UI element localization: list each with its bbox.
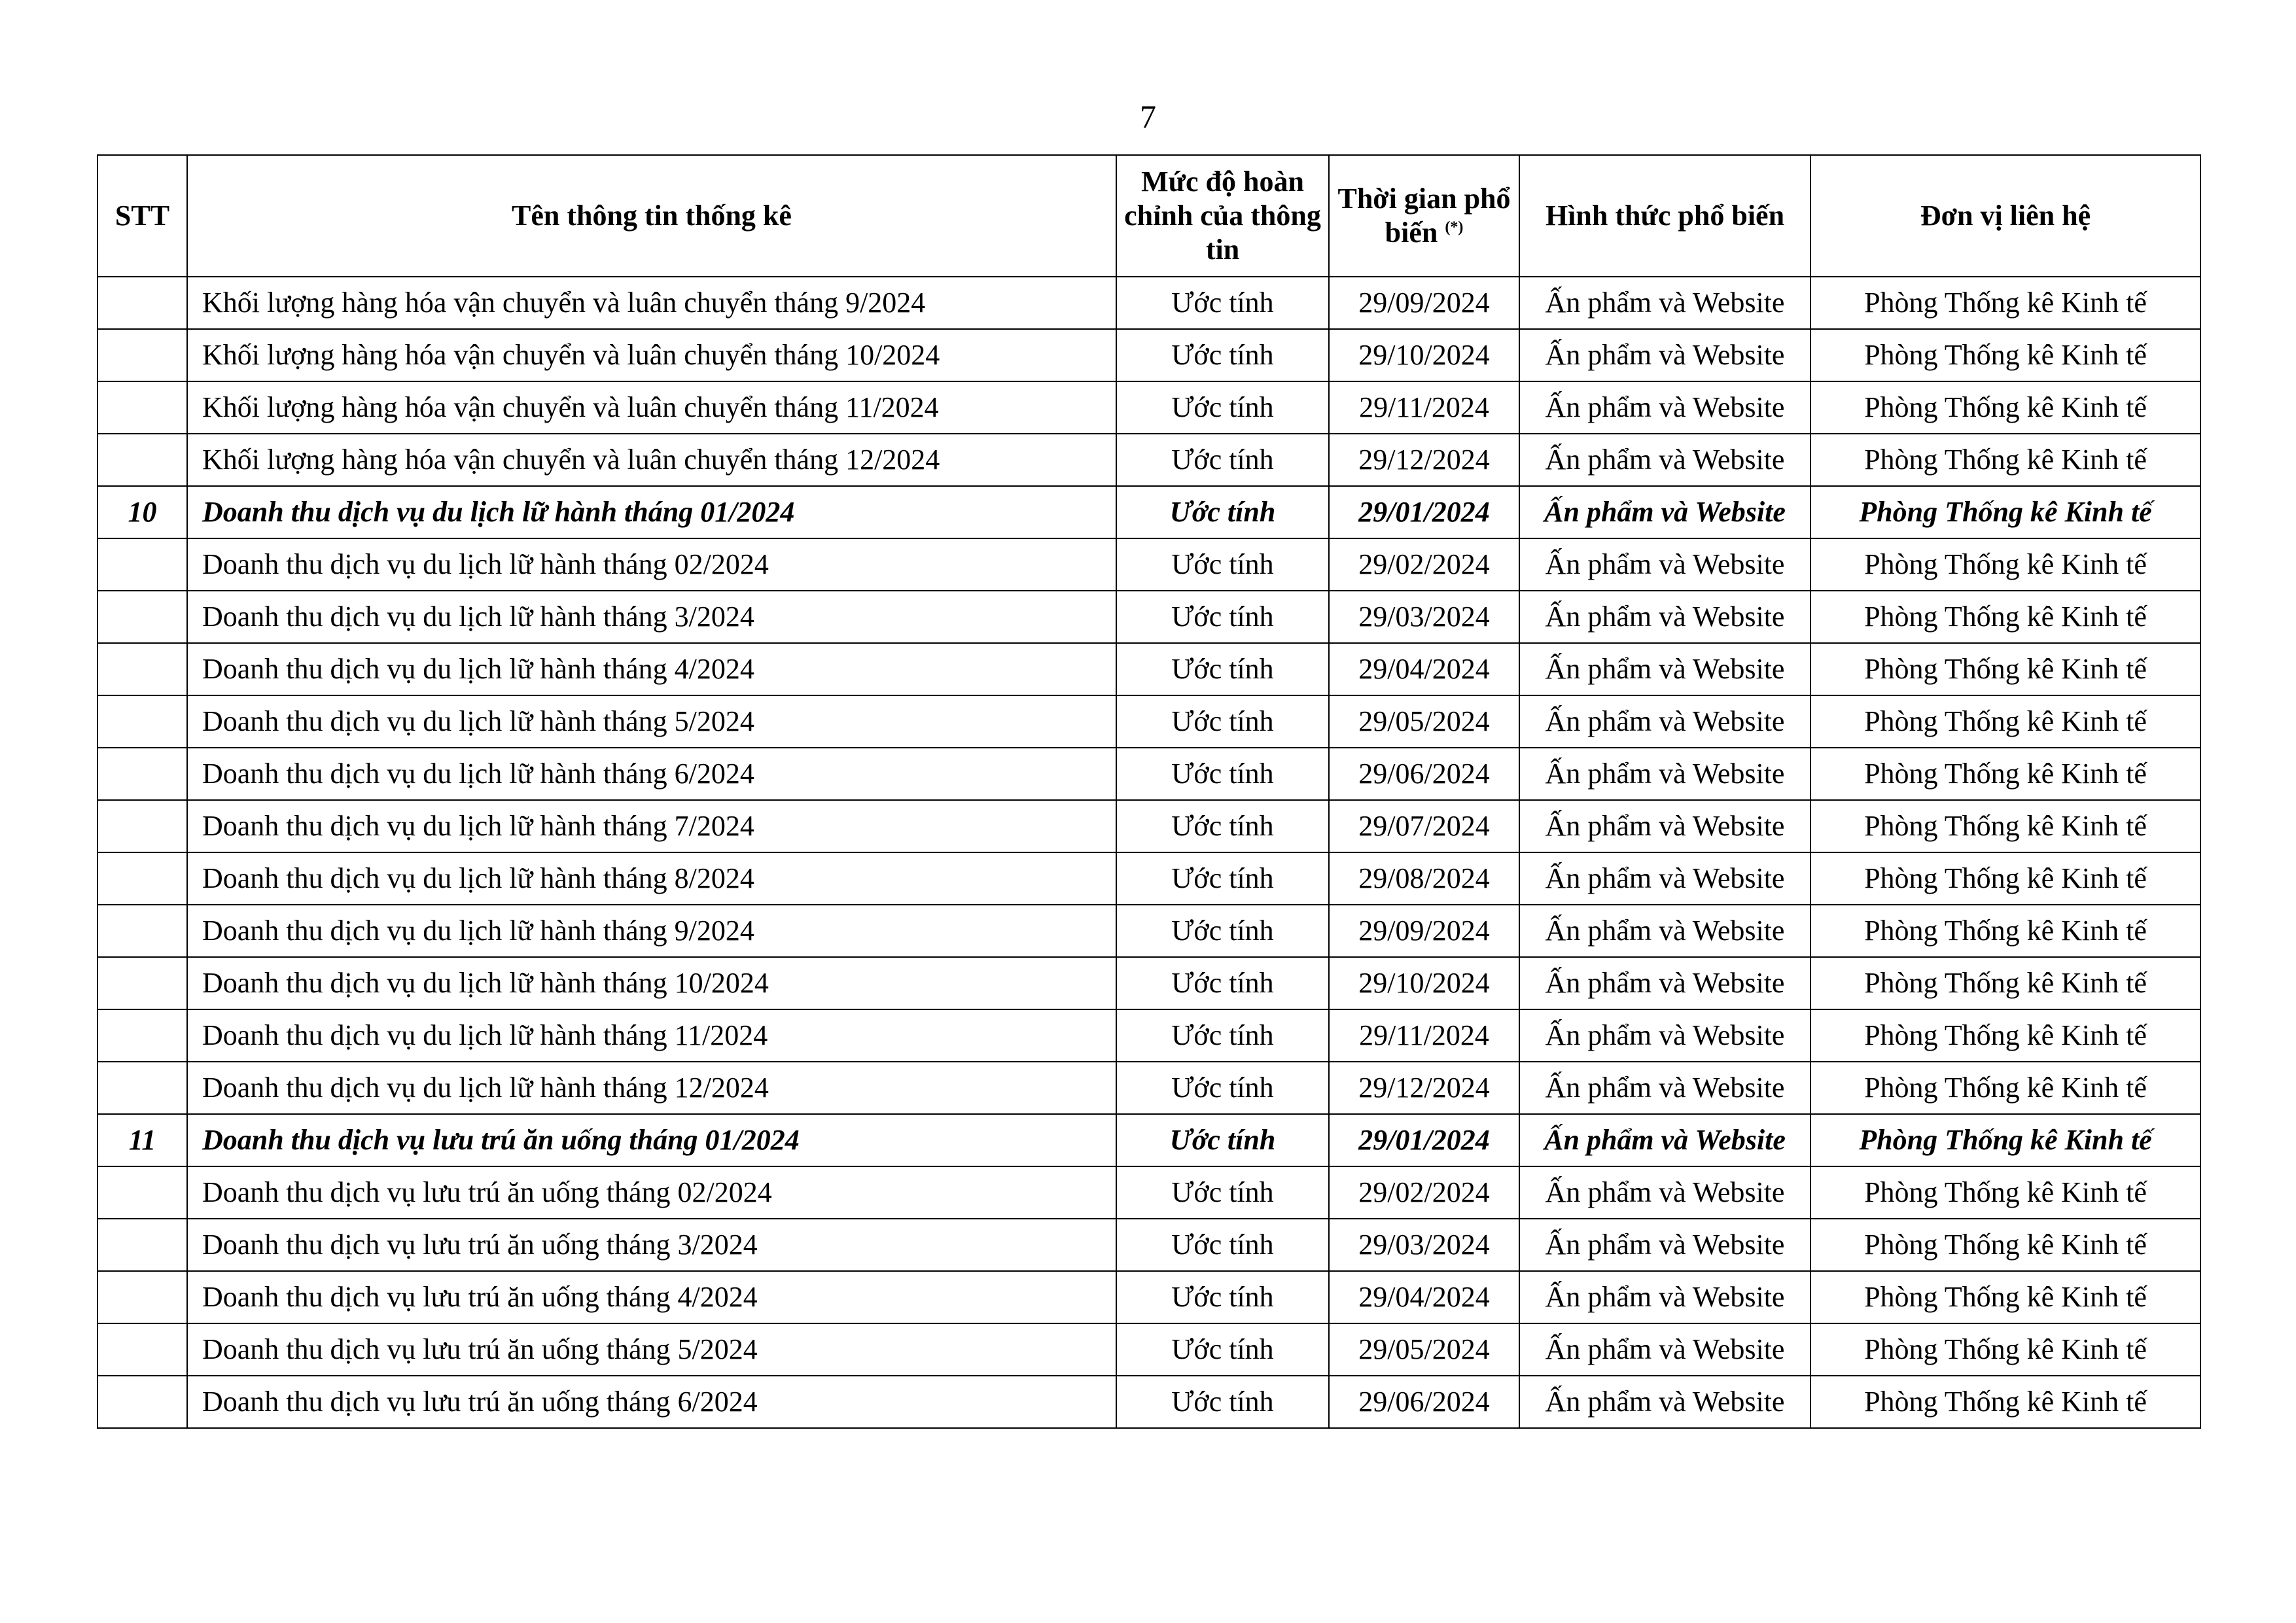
cell-stt bbox=[97, 905, 187, 957]
cell-form: Ấn phẩm và Website bbox=[1519, 591, 1810, 643]
cell-stt bbox=[97, 591, 187, 643]
cell-name: Doanh thu dịch vụ lưu trú ăn uống tháng 6/2024 bbox=[187, 1376, 1116, 1428]
cell-unit: Phòng Thống kê Kinh tế bbox=[1810, 1166, 2200, 1219]
cell-form: Ấn phẩm và Website bbox=[1519, 277, 1810, 329]
cell-stt bbox=[97, 1062, 187, 1114]
cell-time: 29/06/2024 bbox=[1329, 1376, 1519, 1428]
cell-time: 29/04/2024 bbox=[1329, 643, 1519, 695]
cell-unit: Phòng Thống kê Kinh tế bbox=[1810, 643, 2200, 695]
cell-stt bbox=[97, 748, 187, 800]
cell-form: Ấn phẩm và Website bbox=[1519, 957, 1810, 1009]
cell-form: Ấn phẩm và Website bbox=[1519, 748, 1810, 800]
cell-stt: 11 bbox=[97, 1114, 187, 1166]
cell-name: Doanh thu dịch vụ du lịch lữ hành tháng 11/2024 bbox=[187, 1009, 1116, 1062]
cell-time: 29/01/2024 bbox=[1329, 1114, 1519, 1166]
cell-unit: Phòng Thống kê Kinh tế bbox=[1810, 1009, 2200, 1062]
table-row bbox=[97, 1271, 2200, 1323]
cell-unit: Phòng Thống kê Kinh tế bbox=[1810, 538, 2200, 591]
cell-form: Ấn phẩm và Website bbox=[1519, 538, 1810, 591]
cell-form: Ấn phẩm và Website bbox=[1519, 1271, 1810, 1323]
cell-completeness: Ước tính bbox=[1116, 1323, 1329, 1376]
cell-time: 29/10/2024 bbox=[1329, 329, 1519, 381]
cell-stt bbox=[97, 695, 187, 748]
cell-time: 29/12/2024 bbox=[1329, 434, 1519, 486]
table-group-row bbox=[97, 1114, 2200, 1166]
table-row bbox=[97, 1376, 2200, 1428]
cell-unit: Phòng Thống kê Kinh tế bbox=[1810, 1323, 2200, 1376]
table-row bbox=[97, 800, 2200, 852]
cell-form: Ấn phẩm và Website bbox=[1519, 1062, 1810, 1114]
cell-form: Ấn phẩm và Website bbox=[1519, 381, 1810, 434]
header-time-note: (*) bbox=[1445, 218, 1464, 236]
header-stt: STT bbox=[97, 155, 187, 277]
cell-unit: Phòng Thống kê Kinh tế bbox=[1810, 1219, 2200, 1271]
table-row bbox=[97, 538, 2200, 591]
cell-completeness: Ước tính bbox=[1116, 277, 1329, 329]
cell-stt bbox=[97, 852, 187, 905]
cell-stt bbox=[97, 538, 187, 591]
cell-name: Khối lượng hàng hóa vận chuyển và luân chuyển tháng 11/2024 bbox=[187, 381, 1116, 434]
table-row bbox=[97, 1323, 2200, 1376]
cell-time: 29/05/2024 bbox=[1329, 695, 1519, 748]
cell-unit: Phòng Thống kê Kinh tế bbox=[1810, 1376, 2200, 1428]
cell-completeness: Ước tính bbox=[1116, 800, 1329, 852]
cell-completeness: Ước tính bbox=[1116, 695, 1329, 748]
cell-completeness: Ước tính bbox=[1116, 434, 1329, 486]
cell-completeness: Ước tính bbox=[1116, 1271, 1329, 1323]
table-body bbox=[97, 277, 2200, 1428]
cell-time: 29/08/2024 bbox=[1329, 852, 1519, 905]
table-row bbox=[97, 1009, 2200, 1062]
cell-unit: Phòng Thống kê Kinh tế bbox=[1810, 957, 2200, 1009]
cell-completeness: Ước tính bbox=[1116, 591, 1329, 643]
header-unit: Đơn vị liên hệ bbox=[1810, 155, 2200, 277]
cell-stt bbox=[97, 434, 187, 486]
cell-stt bbox=[97, 1323, 187, 1376]
table-row bbox=[97, 695, 2200, 748]
cell-stt bbox=[97, 643, 187, 695]
cell-name: Doanh thu dịch vụ lưu trú ăn uống tháng 3/2024 bbox=[187, 1219, 1116, 1271]
table-group-row bbox=[97, 486, 2200, 538]
cell-completeness: Ước tính bbox=[1116, 957, 1329, 1009]
cell-time: 29/03/2024 bbox=[1329, 591, 1519, 643]
cell-form: Ấn phẩm và Website bbox=[1519, 329, 1810, 381]
cell-unit: Phòng Thống kê Kinh tế bbox=[1810, 1114, 2200, 1166]
page-number: 7 bbox=[1140, 98, 1156, 135]
cell-form: Ấn phẩm và Website bbox=[1519, 695, 1810, 748]
cell-name: Doanh thu dịch vụ du lịch lữ hành tháng 6/2024 bbox=[187, 748, 1116, 800]
cell-name: Khối lượng hàng hóa vận chuyển và luân chuyển tháng 12/2024 bbox=[187, 434, 1116, 486]
table-row bbox=[97, 643, 2200, 695]
cell-unit: Phòng Thống kê Kinh tế bbox=[1810, 381, 2200, 434]
cell-stt bbox=[97, 1376, 187, 1428]
cell-stt bbox=[97, 329, 187, 381]
table-row bbox=[97, 381, 2200, 434]
cell-form: Ấn phẩm và Website bbox=[1519, 486, 1810, 538]
cell-completeness: Ước tính bbox=[1116, 1376, 1329, 1428]
cell-completeness: Ước tính bbox=[1116, 905, 1329, 957]
cell-completeness: Ước tính bbox=[1116, 1114, 1329, 1166]
cell-unit: Phòng Thống kê Kinh tế bbox=[1810, 1062, 2200, 1114]
cell-name: Doanh thu dịch vụ du lịch lữ hành tháng 8/2024 bbox=[187, 852, 1116, 905]
cell-name: Doanh thu dịch vụ lưu trú ăn uống tháng 4/2024 bbox=[187, 1271, 1116, 1323]
cell-unit: Phòng Thống kê Kinh tế bbox=[1810, 852, 2200, 905]
table-row bbox=[97, 748, 2200, 800]
cell-stt bbox=[97, 277, 187, 329]
cell-time: 29/09/2024 bbox=[1329, 905, 1519, 957]
header-completeness: Mức độ hoàn chỉnh của thông tin bbox=[1116, 155, 1329, 277]
cell-completeness: Ước tính bbox=[1116, 1009, 1329, 1062]
table-row bbox=[97, 957, 2200, 1009]
cell-time: 29/06/2024 bbox=[1329, 748, 1519, 800]
table-row bbox=[97, 1166, 2200, 1219]
cell-name: Khối lượng hàng hóa vận chuyển và luân chuyển tháng 9/2024 bbox=[187, 277, 1116, 329]
cell-time: 29/12/2024 bbox=[1329, 1062, 1519, 1114]
cell-stt bbox=[97, 1219, 187, 1271]
cell-name: Doanh thu dịch vụ du lịch lữ hành tháng 02/2024 bbox=[187, 538, 1116, 591]
cell-completeness: Ước tính bbox=[1116, 538, 1329, 591]
cell-name: Doanh thu dịch vụ lưu trú ăn uống tháng 01/2024 bbox=[187, 1114, 1116, 1166]
cell-unit: Phòng Thống kê Kinh tế bbox=[1810, 591, 2200, 643]
cell-name: Doanh thu dịch vụ lưu trú ăn uống tháng 02/2024 bbox=[187, 1166, 1116, 1219]
cell-completeness: Ước tính bbox=[1116, 852, 1329, 905]
cell-time: 29/09/2024 bbox=[1329, 277, 1519, 329]
cell-completeness: Ước tính bbox=[1116, 486, 1329, 538]
cell-unit: Phòng Thống kê Kinh tế bbox=[1810, 434, 2200, 486]
cell-form: Ấn phẩm và Website bbox=[1519, 905, 1810, 957]
cell-form: Ấn phẩm và Website bbox=[1519, 852, 1810, 905]
cell-stt: 10 bbox=[97, 486, 187, 538]
header-name: Tên thông tin thống kê bbox=[187, 155, 1116, 277]
cell-unit: Phòng Thống kê Kinh tế bbox=[1810, 486, 2200, 538]
table-row bbox=[97, 329, 2200, 381]
cell-form: Ấn phẩm và Website bbox=[1519, 643, 1810, 695]
table-row bbox=[97, 434, 2200, 486]
cell-time: 29/05/2024 bbox=[1329, 1323, 1519, 1376]
cell-name: Doanh thu dịch vụ du lịch lữ hành tháng 4/2024 bbox=[187, 643, 1116, 695]
cell-form: Ấn phẩm và Website bbox=[1519, 434, 1810, 486]
header-time-label: Thời gian phổ biến bbox=[1337, 183, 1511, 249]
header-form: Hình thức phổ biến bbox=[1519, 155, 1810, 277]
table-row bbox=[97, 905, 2200, 957]
cell-unit: Phòng Thống kê Kinh tế bbox=[1810, 277, 2200, 329]
cell-time: 29/07/2024 bbox=[1329, 800, 1519, 852]
cell-time: 29/02/2024 bbox=[1329, 538, 1519, 591]
cell-stt bbox=[97, 1009, 187, 1062]
cell-stt bbox=[97, 1271, 187, 1323]
cell-form: Ấn phẩm và Website bbox=[1519, 1219, 1810, 1271]
cell-completeness: Ước tính bbox=[1116, 748, 1329, 800]
cell-stt bbox=[97, 381, 187, 434]
table-header bbox=[97, 155, 2200, 277]
cell-completeness: Ước tính bbox=[1116, 381, 1329, 434]
cell-time: 29/01/2024 bbox=[1329, 486, 1519, 538]
cell-time: 29/11/2024 bbox=[1329, 381, 1519, 434]
cell-form: Ấn phẩm và Website bbox=[1519, 800, 1810, 852]
cell-form: Ấn phẩm và Website bbox=[1519, 1114, 1810, 1166]
cell-name: Doanh thu dịch vụ du lịch lữ hành tháng 9/2024 bbox=[187, 905, 1116, 957]
table-row bbox=[97, 1219, 2200, 1271]
table-row bbox=[97, 1062, 2200, 1114]
cell-name: Doanh thu dịch vụ du lịch lữ hành tháng 10/2024 bbox=[187, 957, 1116, 1009]
cell-name: Doanh thu dịch vụ lưu trú ăn uống tháng 5/2024 bbox=[187, 1323, 1116, 1376]
statistics-table bbox=[97, 154, 2201, 1429]
cell-unit: Phòng Thống kê Kinh tế bbox=[1810, 695, 2200, 748]
header-time bbox=[1329, 155, 1519, 277]
cell-name: Doanh thu dịch vụ du lịch lữ hành tháng 12/2024 bbox=[187, 1062, 1116, 1114]
cell-stt bbox=[97, 800, 187, 852]
cell-time: 29/04/2024 bbox=[1329, 1271, 1519, 1323]
table-row bbox=[97, 852, 2200, 905]
cell-unit: Phòng Thống kê Kinh tế bbox=[1810, 800, 2200, 852]
cell-form: Ấn phẩm và Website bbox=[1519, 1323, 1810, 1376]
cell-unit: Phòng Thống kê Kinh tế bbox=[1810, 905, 2200, 957]
cell-completeness: Ước tính bbox=[1116, 643, 1329, 695]
cell-stt bbox=[97, 957, 187, 1009]
cell-name: Doanh thu dịch vụ du lịch lữ hành tháng 5/2024 bbox=[187, 695, 1116, 748]
cell-completeness: Ước tính bbox=[1116, 1219, 1329, 1271]
cell-name: Doanh thu dịch vụ du lịch lữ hành tháng 01/2024 bbox=[187, 486, 1116, 538]
cell-time: 29/03/2024 bbox=[1329, 1219, 1519, 1271]
cell-unit: Phòng Thống kê Kinh tế bbox=[1810, 329, 2200, 381]
cell-unit: Phòng Thống kê Kinh tế bbox=[1810, 748, 2200, 800]
cell-form: Ấn phẩm và Website bbox=[1519, 1166, 1810, 1219]
table-row bbox=[97, 591, 2200, 643]
cell-completeness: Ước tính bbox=[1116, 1166, 1329, 1219]
cell-completeness: Ước tính bbox=[1116, 1062, 1329, 1114]
cell-name: Khối lượng hàng hóa vận chuyển và luân chuyển tháng 10/2024 bbox=[187, 329, 1116, 381]
cell-time: 29/02/2024 bbox=[1329, 1166, 1519, 1219]
cell-time: 29/10/2024 bbox=[1329, 957, 1519, 1009]
cell-name: Doanh thu dịch vụ du lịch lữ hành tháng 7/2024 bbox=[187, 800, 1116, 852]
cell-time: 29/11/2024 bbox=[1329, 1009, 1519, 1062]
cell-completeness: Ước tính bbox=[1116, 329, 1329, 381]
cell-form: Ấn phẩm và Website bbox=[1519, 1376, 1810, 1428]
cell-unit: Phòng Thống kê Kinh tế bbox=[1810, 1271, 2200, 1323]
cell-form: Ấn phẩm và Website bbox=[1519, 1009, 1810, 1062]
cell-name: Doanh thu dịch vụ du lịch lữ hành tháng 3/2024 bbox=[187, 591, 1116, 643]
table-row bbox=[97, 277, 2200, 329]
header-row bbox=[97, 155, 2200, 277]
cell-stt bbox=[97, 1166, 187, 1219]
